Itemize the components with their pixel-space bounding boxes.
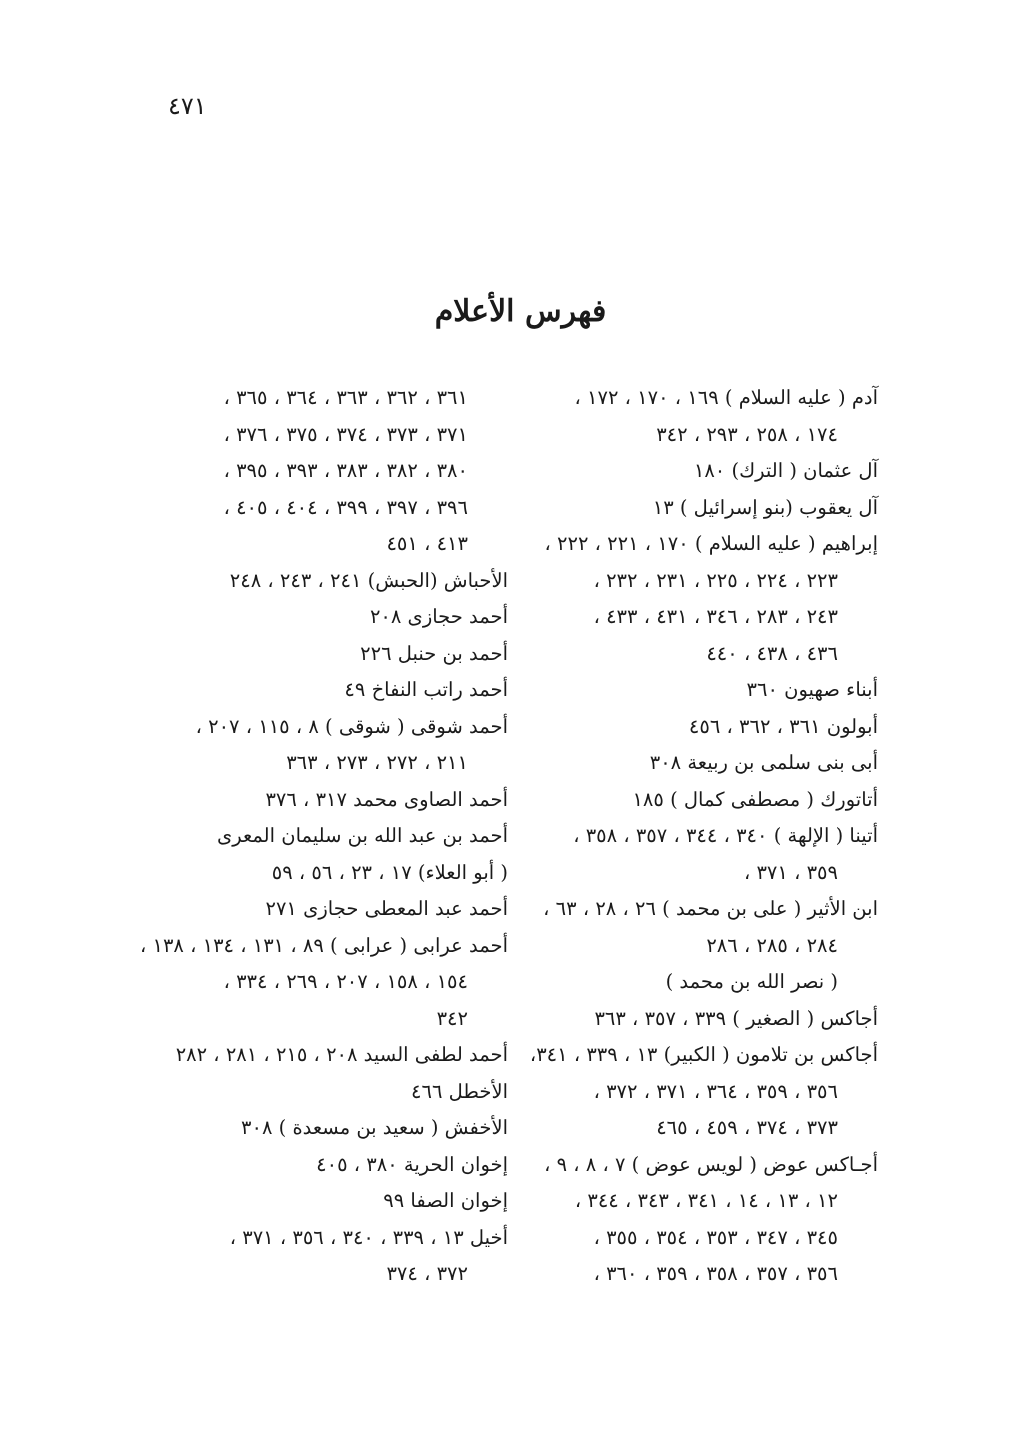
index-continuation-line: ٣٧١ ، ٣٧٣ ، ٣٧٤ ، ٣٧٥ ، ٣٧٦ ، [223, 422, 468, 446]
index-entry: أحمد عبد المعطى حجازى ٢٧١ [265, 897, 508, 920]
index-continuation-line: ٣٩٦ ، ٣٩٧ ، ٣٩٩ ، ٤٠٤ ، ٤٠٥ ، [223, 495, 468, 519]
index-continuation-line: ٣٧٢ ، ٣٧٤ [386, 1262, 468, 1285]
index-continuation-line: ٣٤٥ ، ٣٤٧ ، ٣٥٣ ، ٣٥٤ ، ٣٥٥ ، [593, 1225, 838, 1249]
index-continuation-line: ٣٧٣ ، ٣٧٤ ، ٤٥٩ ، ٤٦٥ [656, 1116, 838, 1139]
index-continuation-line: ٤١٣ ، ٤٥١ [386, 532, 468, 555]
index-continuation-line: ٢١١ ، ٢٧٢ ، ٢٧٣ ، ٣٦٣ [286, 751, 468, 774]
index-continuation-line: ٣٦١ ، ٣٦٢ ، ٣٦٣ ، ٣٦٤ ، ٣٦٥ ، [223, 386, 468, 409]
index-entry: أتاتورك ( مصطفى كمال ) ١٨٥ [632, 787, 878, 811]
index-continuation-line: ٣٥٦ ، ٣٥٩ ، ٣٦٤ ، ٣٧١ ، ٣٧٢ ، [593, 1079, 838, 1103]
index-entry: أبناء صهيون ٣٦٠ [746, 678, 878, 701]
index-continuation-line: ٤٣٦ ، ٤٣٨ ، ٤٤٠ [706, 641, 838, 665]
index-entry: الأخفش ( سعيد بن مسعدة ) ٣٠٨ [241, 1116, 508, 1139]
index-entry: ( أبو العلاء) ١٧ ، ٢٣ ، ٥٦ ، ٥٩ [271, 860, 508, 884]
index-continuation-line: ٣٥٦ ، ٣٥٧ ، ٣٥٨ ، ٣٥٩ ، ٣٦٠ ، [593, 1262, 838, 1285]
index-continuation-line: ٢٤٣ ، ٢٨٣ ، ٣٤٦ ، ٤٣١ ، ٤٣٣ ، [593, 605, 838, 628]
index-continuation-line: ١٢ ، ١٣ ، ١٤ ، ٣٤١ ، ٣٤٣ ، ٣٤٤ ، [574, 1189, 838, 1212]
index-continuation-line: ٢٢٣ ، ٢٢٤ ، ٢٢٥ ، ٢٣١ ، ٢٣٢ ، [593, 568, 838, 592]
index-entry: آدم ( عليه السلام ) ١٦٩ ، ١٧٠ ، ١٧٢ ، [574, 386, 878, 409]
index-entry: إبراهيم ( عليه السلام ) ١٧٠ ، ٢٢١ ، ٢٢٢ ، [544, 532, 878, 555]
index-entry: إخوان الحرية ٣٨٠ ، ٤٠٥ [316, 1152, 508, 1176]
index-column-right [523, 380, 878, 1293]
index-entry: أحمد شوقى ( شوقى ) ٨ ، ١١٥ ، ٢٠٧ ، [195, 714, 508, 738]
index-entry: أجـاكس عوض ( لويس عوض ) ٧ ، ٨ ، ٩ ، [544, 1152, 878, 1176]
index-entry: أتينا ( الإلهة ) ٣٤٠ ، ٣٤٤ ، ٣٥٧ ، ٣٥٨ ، [573, 824, 878, 847]
page-number: ٤٧١ [168, 92, 207, 120]
index-column-left [139, 380, 508, 1293]
index-entry: ابن الأثير ( على بن محمد ) ٢٦ ، ٢٨ ، ٦٣ ، [543, 897, 878, 920]
index-entry: أجاكس بن تلامون ( الكبير) ١٣ ، ٣٣٩ ، ٣٤١، [529, 1043, 878, 1066]
index-entry: أحمد الصاوى محمد ٣١٧ ، ٣٧٦ [265, 787, 508, 811]
index-entry: أحمد لطفى السيد ٢٠٨ ، ٢١٥ ، ٢٨١ ، ٢٨٢ [175, 1043, 508, 1066]
index-entry: الأخطل ٤٦٦ [411, 1079, 508, 1103]
index-continuation-line: ٣٤٢ [436, 1006, 468, 1030]
index-entry: آل عثمان ( الترك) ١٨٠ [693, 459, 878, 482]
index-continuation-line: ١٥٤ ، ١٥٨ ، ٢٠٧ ، ٢٦٩ ، ٣٣٤ ، [223, 970, 468, 993]
index-entry: أحمد بن عبد الله بن سليمان المعرى [216, 824, 508, 847]
index-continuation-line: ( نصر الله بن محمد ) [665, 970, 838, 993]
index-entry: الأحباش (الحبش) ٢٤١ ، ٢٤٣ ، ٢٤٨ [229, 568, 508, 592]
index-entry: أبى بنى سلمى بن ربيعة ٣٠٨ [649, 751, 878, 774]
index-entry: أحمد راتب النفاخ ٤٩ [344, 678, 508, 701]
page-title: فهرس الأعلام [434, 294, 607, 329]
index-entry: أبولون ٣٦١ ، ٣٦٢ ، ٤٥٦ [688, 714, 878, 738]
index-continuation-line: ٢٨٤ ، ٢٨٥ ، ٢٨٦ [706, 933, 838, 957]
index-entry: أخيل ١٣ ، ٣٣٩ ، ٣٤٠ ، ٣٥٦ ، ٣٧١ ، [229, 1225, 508, 1249]
index-entry: أحمد عرابى ( عرابى ) ٨٩ ، ١٣١ ، ١٣٤ ، ١٣٨ ، [139, 933, 508, 957]
index-entry: إخوان الصفا ٩٩ [383, 1189, 508, 1212]
index-continuation-line: ٣٥٩ ، ٣٧١ ، [743, 860, 838, 884]
index-continuation-line: ٣٨٠ ، ٣٨٢ ، ٣٨٣ ، ٣٩٣ ، ٣٩٥ ، [223, 459, 468, 482]
index-continuation-line: ١٧٤ ، ٢٥٨ ، ٢٩٣ ، ٣٤٢ [656, 422, 838, 446]
index-entry: أحمد بن حنبل ٢٢٦ [360, 641, 508, 665]
index-entry: أجاكس ( الصغير ) ٣٣٩ ، ٣٥٧ ، ٣٦٣ [594, 1006, 878, 1030]
index-entry: أحمد حجازى ٢٠٨ [369, 605, 508, 628]
index-entry: آل يعقوب (بنو إسرائيل ) ١٣ [652, 495, 878, 519]
